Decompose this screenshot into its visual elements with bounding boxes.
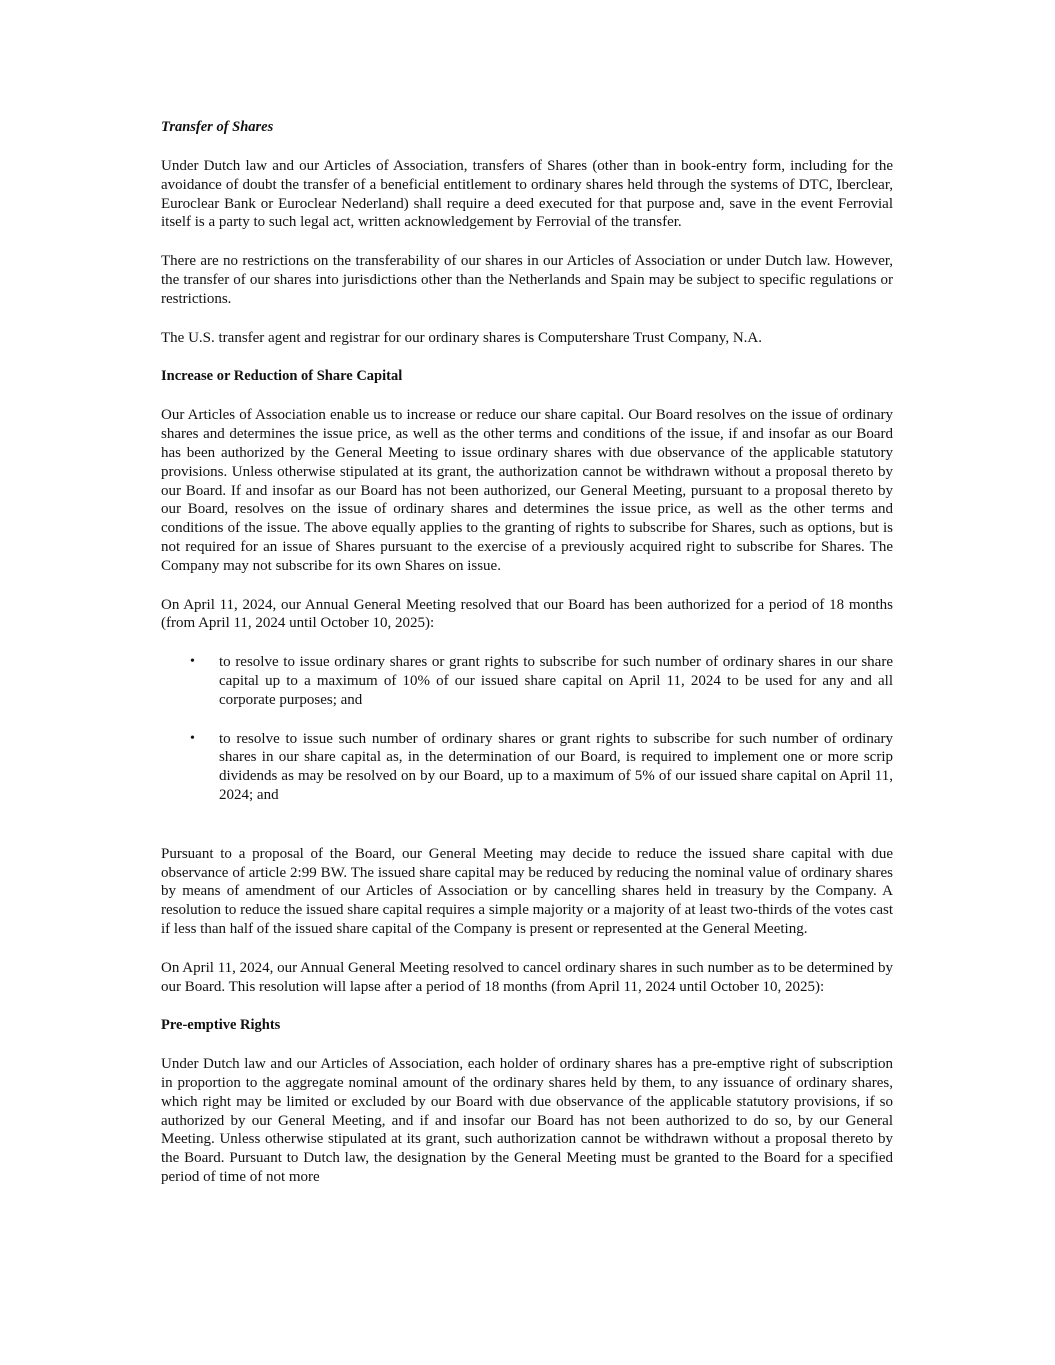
paragraph: Under Dutch law and our Articles of Association, each holder of ordinary shares has a pre-emptive right of subscription in proportion to the aggregate nominal amount of the ordinary shares held by them, to any issuance of ordinary shares, which right may be limited or excluded by our Board with due observance of the applicable statutory provisions, if so authorized by our General Meeting, and if and insofar our Board has not been authorized to do so, by our General Meeting. Unless otherwise stipulated at its grant, such authorization cannot be withdrawn without a proposal thereto by the Board. Pursuant to Dutch law, the designation by the General Meeting must be granted to the Board for a specified period of time of not more xyxy=(161,1056,893,1186)
paragraph: Pursuant to a proposal of the Board, our General Meeting may decide to reduce the issued share capital with due observance of article 2:99 BW. The issued share capital may be reduced by reducing the nominal value of ordinary shares by means of amendment of our Articles of Association or by cancelling shares held in treasury by the Company. A resolution to reduce the issued share capital requires a simple majority or a majority of at least two-thirds of the votes cast if less than half of the issued share capital of the Company is present or represented at the General Meeting. xyxy=(161,845,893,937)
paragraph: The U.S. transfer agent and registrar for our ordinary shares is Computershare Trust Company, N.A. xyxy=(161,329,762,346)
list-item-text: to resolve to issue such number of ordinary shares or grant rights to subscribe for such number of ordinary shares in our share capital as, in the determination of our Board, is required to implement one or more scrip dividends as may be resolved on by our Board, up to a maximum of 5% of our issued share capital on April 11, 2024; and xyxy=(219,730,893,803)
bullet-icon: • xyxy=(190,730,195,746)
document-page xyxy=(161,118,893,1207)
section-heading-pre-emptive-rights: Pre-emptive Rights xyxy=(161,1017,281,1034)
spacer xyxy=(161,825,893,845)
paragraph: On April 11, 2024, our Annual General Meeting resolved that our Board has been authorized for a period of 18 months (from April 11, 2024 until October 10, 2025): xyxy=(161,596,893,632)
list-item xyxy=(161,653,893,709)
list-item xyxy=(161,730,893,805)
paragraph: Under Dutch law and our Articles of Association, transfers of Shares (other than in book-entry form, including for the avoidance of doubt the transfer of a beneficial entitlement to ordinary shares held through the systems of DTC, Iberclear, Euroclear Bank or Euroclear Nederland) shall require a deed executed for that purpose and, save in the event Ferrovial itself is a party to such legal act, written acknowledgement by Ferrovial of the transfer. xyxy=(161,158,893,231)
section-heading-transfer-of-shares: Transfer of Shares xyxy=(161,119,274,135)
section-heading-share-capital: Increase or Reduction of Share Capital xyxy=(161,368,403,385)
paragraph: There are no restrictions on the transferability of our shares in our Articles of Association or under Dutch law. However, the transfer of our shares into jurisdictions other than the Netherlands and Spain may be subject to specific regulations or restrictions. xyxy=(161,253,893,307)
paragraph: On April 11, 2024, our Annual General Meeting resolved to cancel ordinary shares in such number as to be determined by our Board. This resolution will lapse after a period of 18 months (from April 11, 2024 until October 10, 2025): xyxy=(161,959,893,995)
bullet-list xyxy=(161,653,893,805)
paragraph: Our Articles of Association enable us to increase or reduce our share capital. Our Board resolves on the issue of ordinary shares and determines the issue price, as well as the other terms and conditions of the issue, if and insofar as our Board has been authorized by the General Meeting to issue ordinary shares with due observance of the applicable statutory provisions. Unless otherwise stipulated at its grant, the authorization cannot be withdrawn without a proposal thereto by our Board. If and insofar as our Board has not been authorized, our General Meeting, pursuant to a proposal thereto by our Board, resolves on the issue of ordinary shares and determines the issue price, as well as the other terms and conditions of the issue. The above equally applies to the granting of rights to subscribe for Shares, such as options, but is not required for an issue of Shares pursuant to the exercise of a previously acquired right to subscribe for Shares. The Company may not subscribe for its own Shares on issue. xyxy=(161,407,893,574)
list-item-text: to resolve to issue ordinary shares or grant rights to subscribe for such number of ordinary shares in our share capital up to a maximum of 10% of our issued share capital on April 11, 2024 to be used for any and all corporate purposes; and xyxy=(219,654,893,708)
bullet-icon: • xyxy=(190,654,195,670)
